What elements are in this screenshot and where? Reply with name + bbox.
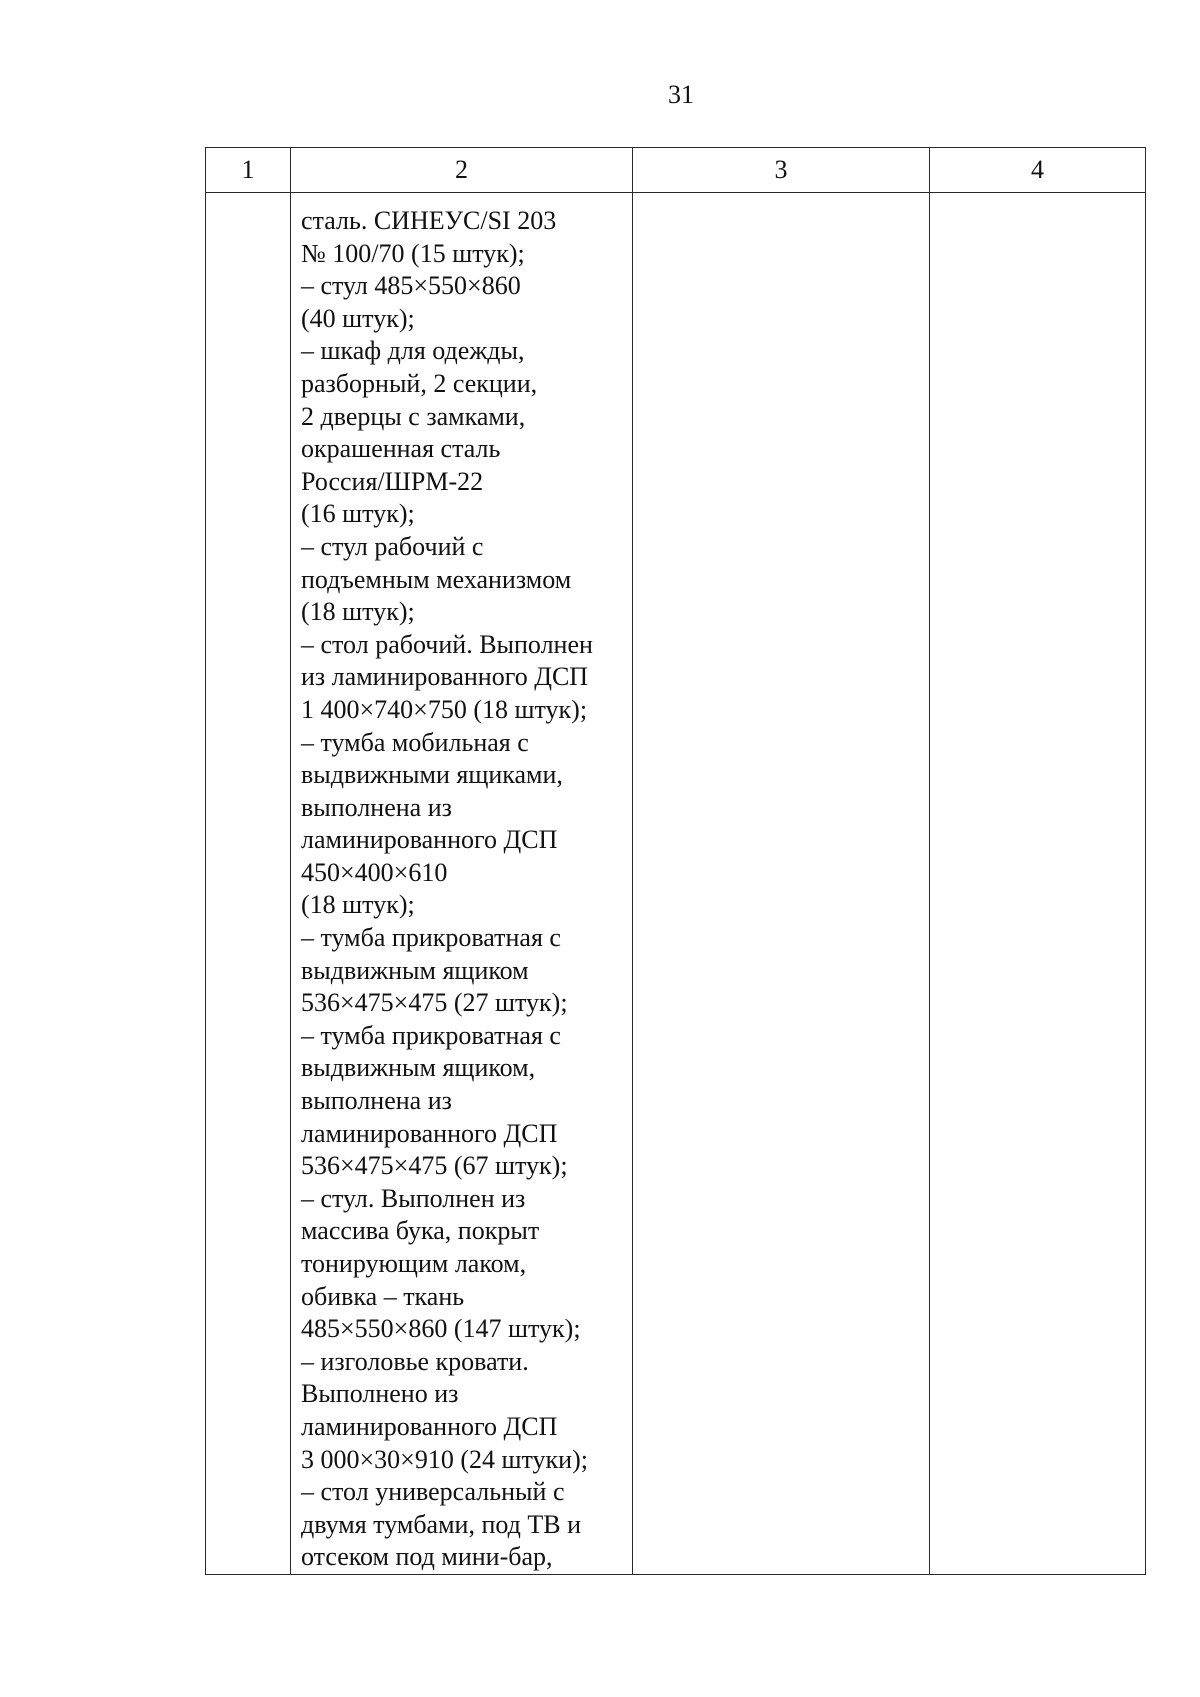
description-line: – изголовье кровати. xyxy=(301,1346,529,1376)
description-line: ламинированного ДСП xyxy=(301,825,558,855)
description-line: обивка – ткань xyxy=(301,1281,465,1311)
description-line: – шкаф для одежды, xyxy=(301,336,525,366)
description-line: 536×475×475 (67 штук); xyxy=(301,1151,568,1181)
description-line: 536×475×475 (27 штук); xyxy=(301,988,568,1018)
description-line: (18 штук); xyxy=(301,597,415,627)
description-line: – стол рабочий. Выполнен xyxy=(301,629,593,659)
description-line: Россия/ШРМ-22 xyxy=(301,466,484,496)
table-row xyxy=(206,193,1146,1575)
table-cell-col2 xyxy=(291,193,633,1575)
description-line: Выполнено из xyxy=(301,1379,459,1409)
description-line: (16 штук); xyxy=(301,499,415,529)
specification-table xyxy=(205,147,1146,1575)
description-line: выдвижным ящиком xyxy=(301,955,529,985)
description-line: 1 400×740×750 (18 штук); xyxy=(301,694,588,724)
table-cell-col4 xyxy=(930,193,1146,1575)
item-description-text xyxy=(291,193,632,1574)
column-header-3: 3 xyxy=(633,148,930,193)
table-header-row xyxy=(206,148,1146,193)
description-line: 450×400×610 xyxy=(301,857,448,887)
description-line: – стол универсальный с xyxy=(301,1477,565,1507)
description-line: 485×550×860 (147 штук); xyxy=(301,1314,581,1344)
description-line: (40 штук); xyxy=(301,303,415,333)
description-line: – стул 485×550×860 xyxy=(301,271,521,301)
description-line: 3 000×30×910 (24 штуки); xyxy=(301,1444,588,1474)
description-line: отсеком под мини-бар, xyxy=(301,1542,553,1572)
description-line: подъемным механизмом xyxy=(301,564,572,594)
description-line: разборный, 2 секции, xyxy=(301,368,538,398)
table-cell-col1 xyxy=(206,193,291,1575)
description-line: 2 дверцы с замками, xyxy=(301,401,526,431)
description-line: массива бука, покрыт xyxy=(301,1216,540,1246)
description-line: – тумба прикроватная с xyxy=(301,1020,561,1050)
description-line: сталь. СИНЕУС/SI 203 xyxy=(301,206,557,235)
description-line: – тумба мобильная с xyxy=(301,727,529,757)
column-header-1: 1 xyxy=(206,148,291,193)
table-cell-col3 xyxy=(633,193,930,1575)
description-line: выполнена из xyxy=(301,792,452,822)
description-line: ламинированного ДСП xyxy=(301,1411,558,1441)
description-line: – стул. Выполнен из xyxy=(301,1183,526,1213)
description-line: из ламинированного ДСП xyxy=(301,662,589,692)
column-header-2: 2 xyxy=(291,148,633,193)
column-header-4: 4 xyxy=(930,148,1146,193)
description-line: (18 штук); xyxy=(301,890,415,920)
description-line: ламинированного ДСП xyxy=(301,1118,558,1148)
description-line: выдвижными ящиками, xyxy=(301,760,563,790)
description-line: тонирующим лаком, xyxy=(301,1249,527,1278)
description-line: выдвижным ящиком, xyxy=(301,1053,536,1083)
page-number: 31 xyxy=(668,80,694,109)
description-line: № 100/70 (15 штук); xyxy=(301,238,525,268)
description-line: выполнена из xyxy=(301,1086,452,1116)
description-line: окрашенная сталь xyxy=(301,434,501,464)
description-line: – тумба прикроватная с xyxy=(301,923,561,953)
description-line: – стул рабочий с xyxy=(301,531,484,561)
description-line: двумя тумбами, под ТВ и xyxy=(301,1509,581,1539)
